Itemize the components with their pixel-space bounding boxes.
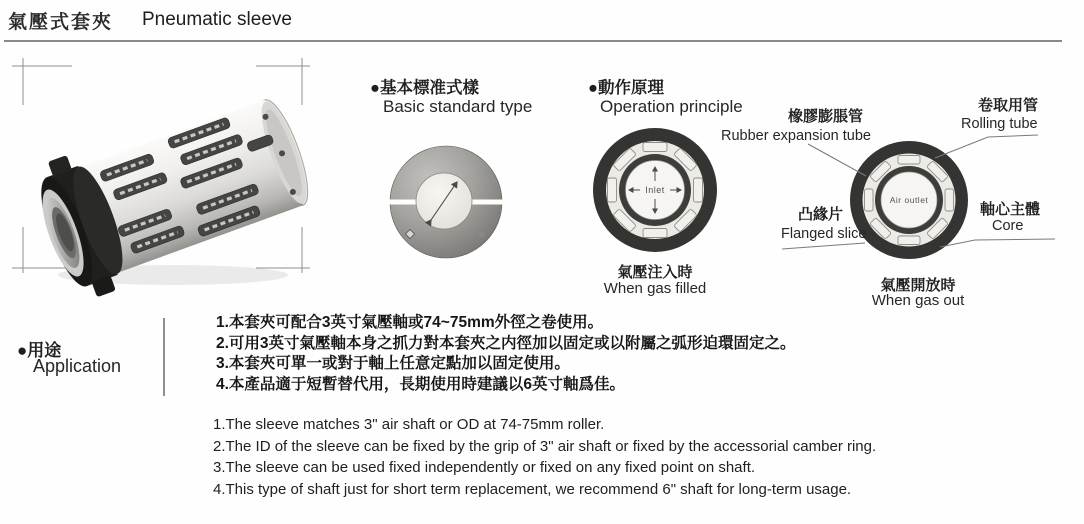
gas-out-caption-zh: 氣壓開放時: [880, 277, 956, 294]
gas-filled-diagram: [593, 128, 717, 252]
gas-out-diagram: [850, 141, 968, 259]
page-title-en: Pneumatic sleeve: [142, 9, 292, 30]
operation-heading-zh: ●動作原理: [588, 79, 664, 97]
application-notes-en: [213, 414, 876, 500]
application-divider: [163, 318, 165, 396]
pin-mark: [479, 232, 484, 237]
note-en-2: 2.The ID of the sleeve can be fixed by the grip of 3" air shaft or fixed by the accessorial camber ring.: [213, 437, 877, 455]
title-divider: [4, 40, 1062, 42]
product-photo: [8, 53, 320, 303]
basic-type-heading-en: Basic standard type: [383, 97, 533, 116]
callout-core-zh: 軸心主體: [980, 201, 1041, 218]
note-en-3: 3.The sleeve can be used fixed independently or fixed on any fixed point on shaft.: [213, 459, 756, 476]
callout-rolling-tube-zh: 卷取用管: [978, 97, 1039, 114]
note-en-4: 4.This type of shaft just for short term replacement, we recommend 6" shaft for long-term usage.: [213, 480, 852, 498]
gas-filled-caption-en: When gas filled: [603, 280, 707, 297]
application-notes-zh: [216, 313, 796, 395]
callout-rolling-tube-en: Rolling tube: [961, 116, 1038, 132]
note-zh-4: 4.本產品適于短暫替代用，長期使用時建議以6英寸軸爲佳。: [216, 375, 626, 393]
callout-flanged-slice-zh: 凸緣片: [798, 206, 844, 223]
note-zh-3: 3.本套夾可單一或對于軸上任意定點加以固定使用。: [216, 355, 570, 372]
application-heading-en: Application: [33, 356, 122, 376]
operation-heading-en: Operation principle: [600, 97, 743, 116]
gas-out-caption-en: When gas out: [871, 292, 965, 309]
callout-core-en: Core: [992, 218, 1024, 234]
basic-type-heading-zh: ●基本標准式樣: [370, 79, 479, 97]
callout-rubber-expansion-tube-zh: 橡膠膨脹管: [788, 108, 864, 125]
gas-filled-caption-zh: 氣壓注入時: [617, 264, 693, 281]
callout-rubber-expansion-tube-en: Rubber expansion tube: [721, 128, 871, 144]
air-outlet-label: Air outlet: [889, 195, 929, 205]
application-heading-zh: ●用途: [17, 341, 62, 360]
inlet-label: Inlet: [645, 185, 665, 195]
note-zh-1: 1.本套夾可配合3英寸氣壓軸或74~75mm外徑之卷使用。: [216, 314, 604, 331]
callout-flanged-slice-en: Flanged slice: [781, 226, 867, 242]
note-en-1: 1.The sleeve matches 3" air shaft or OD at 74-75mm roller.: [213, 416, 605, 433]
basic-type-diagram: [388, 144, 506, 262]
page-title-zh: 氣壓式套夾: [8, 12, 114, 33]
note-zh-2: 2.可用3英寸氣壓軸本身之抓力對本套夾之内徑加以固定或以附屬之弧形迫環固定之。: [216, 334, 796, 352]
